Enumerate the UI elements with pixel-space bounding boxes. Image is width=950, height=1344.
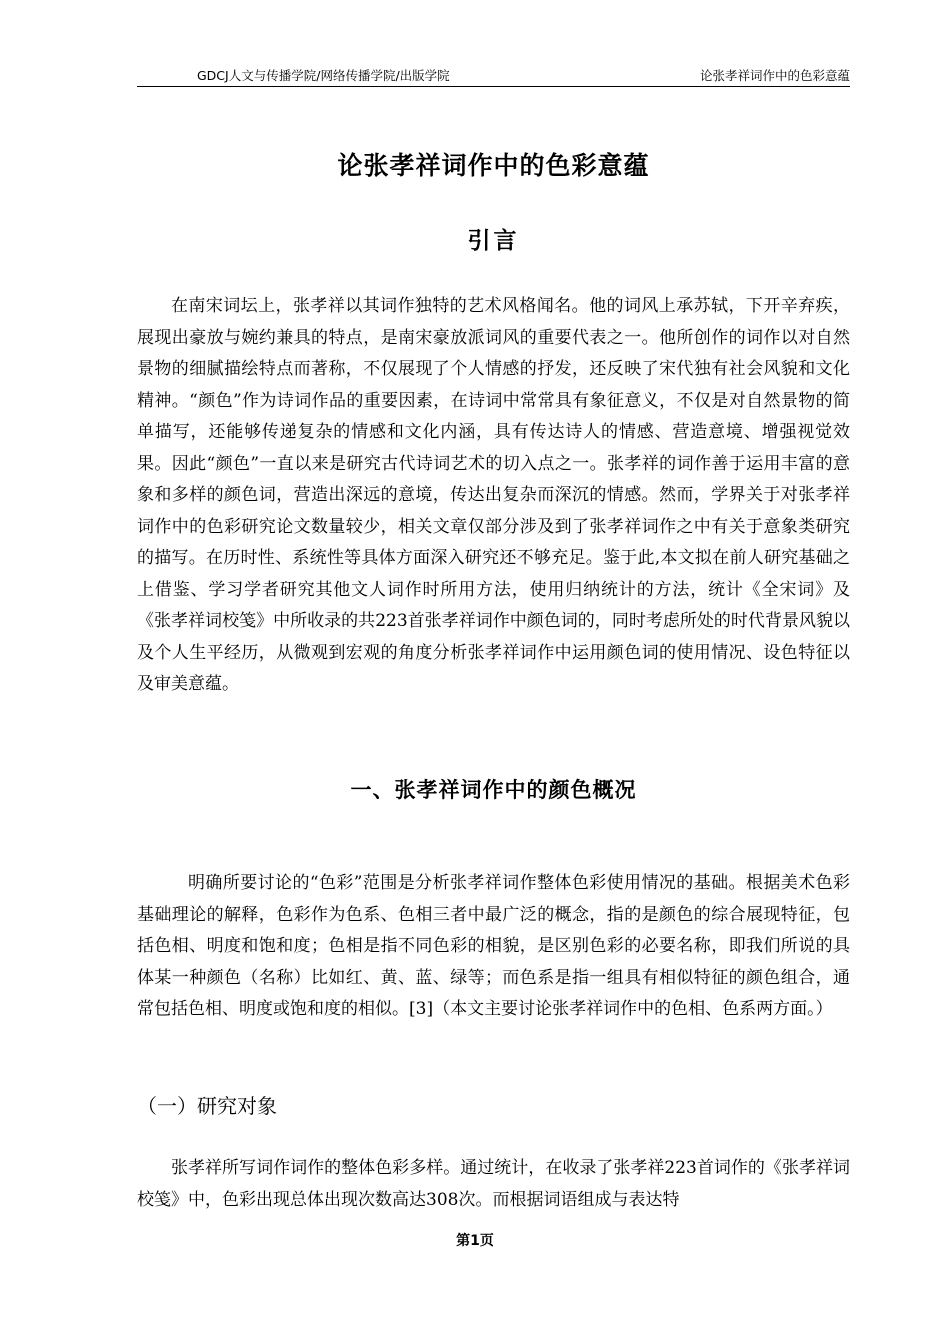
paper-title: 论张孝祥词作中的色彩意蕴 bbox=[337, 151, 650, 180]
header-institution: GDCJ人文与传播学院/网络传播学院/出版学院 bbox=[197, 68, 450, 83]
page-number: 第1页 bbox=[456, 1233, 494, 1249]
intro-heading: 引言 bbox=[467, 228, 520, 254]
section-heading: 一、张孝祥词作中的颜色概况 bbox=[350, 778, 637, 802]
subsection-heading: （一）研究对象 bbox=[137, 1094, 277, 1118]
header-paper-title: 论张孝祥词作中的色彩意蕴 bbox=[699, 68, 850, 83]
intro-paragraph: 在南宋词坛上，张孝祥以其词作独特的艺术风格闻名。他的词风上承苏轼，下开辛弃疾，展现出豪放与婉约兼具的特点，是南宋豪放派词风的重要代表之一。他所创作的词作以对自然景物的细腻描绘特点而著称，不仅展现了个人情感的抒发，还反映了宋代独有社会风貌和文化精神。“颜色”作为诗词作品的重要因素，在诗词中常常具有象征意义，不仅是对自然景物的简单描写，还能够传递复杂的情感和文化内涵，具有传达诗人的情感、营造意境、增强视觉效果。因此“颜色”一直以来是研究古代诗词艺术的切入点之一。张孝祥的词作善于运用丰富的意象和多样的颜色词，营造出深远的意境，传达出复杂而深沉的情感。然而，学界关于对张孝祥词作中的色彩研究论文数量较少，相关文章仅部分涉及到了张孝祥词作之中有关于意象类研究的描写。在历时性、系统性等具体方面深入研究还不够充足。鉴于此,本文拟在前人研究基础之上借鉴、学习学者研究其他文人词作时所用方法，使用归纳统计的方法，统计《全宋词》及《张孝祥词校笺》中所收录的共223首张孝祥词作中颜色词的，同时考虑所处的时代背景风貌以及个人生平经历，从微观到宏观的角度分析张孝祥词作中运用颜色词的使用情况、设色特征以及审美意蕴。 bbox=[137, 296, 850, 694]
running-header bbox=[137, 64, 850, 87]
subsection-paragraph: 张孝祥所写词作词作的整体色彩多样。通过统计，在收录了张孝祥223首词作的《张孝祥词校笺》中，色彩出现总体出现次数高达308次。而根据词语组成与表达特 bbox=[137, 1158, 850, 1210]
section-paragraph: 明确所要讨论的“色彩”范围是分析张孝祥词作整体色彩使用情况的基础。根据美术色彩基础理论的解释，色彩作为色系、色相三者中最广泛的概念，指的是颜色的综合展现特征，包括色相、明度和饱和度；色相是指不同色彩的相貌，是区别色彩的必要名称，即我们所说的具体某一种颜色（名称）比如红、黄、蓝、绿等；而色系是指一组具有相似特征的颜色组合，通常包括色相、明度或饱和度的相似。[3]（本文主要讨论张孝祥词作中的色相、色系两方面。） bbox=[137, 873, 850, 1019]
